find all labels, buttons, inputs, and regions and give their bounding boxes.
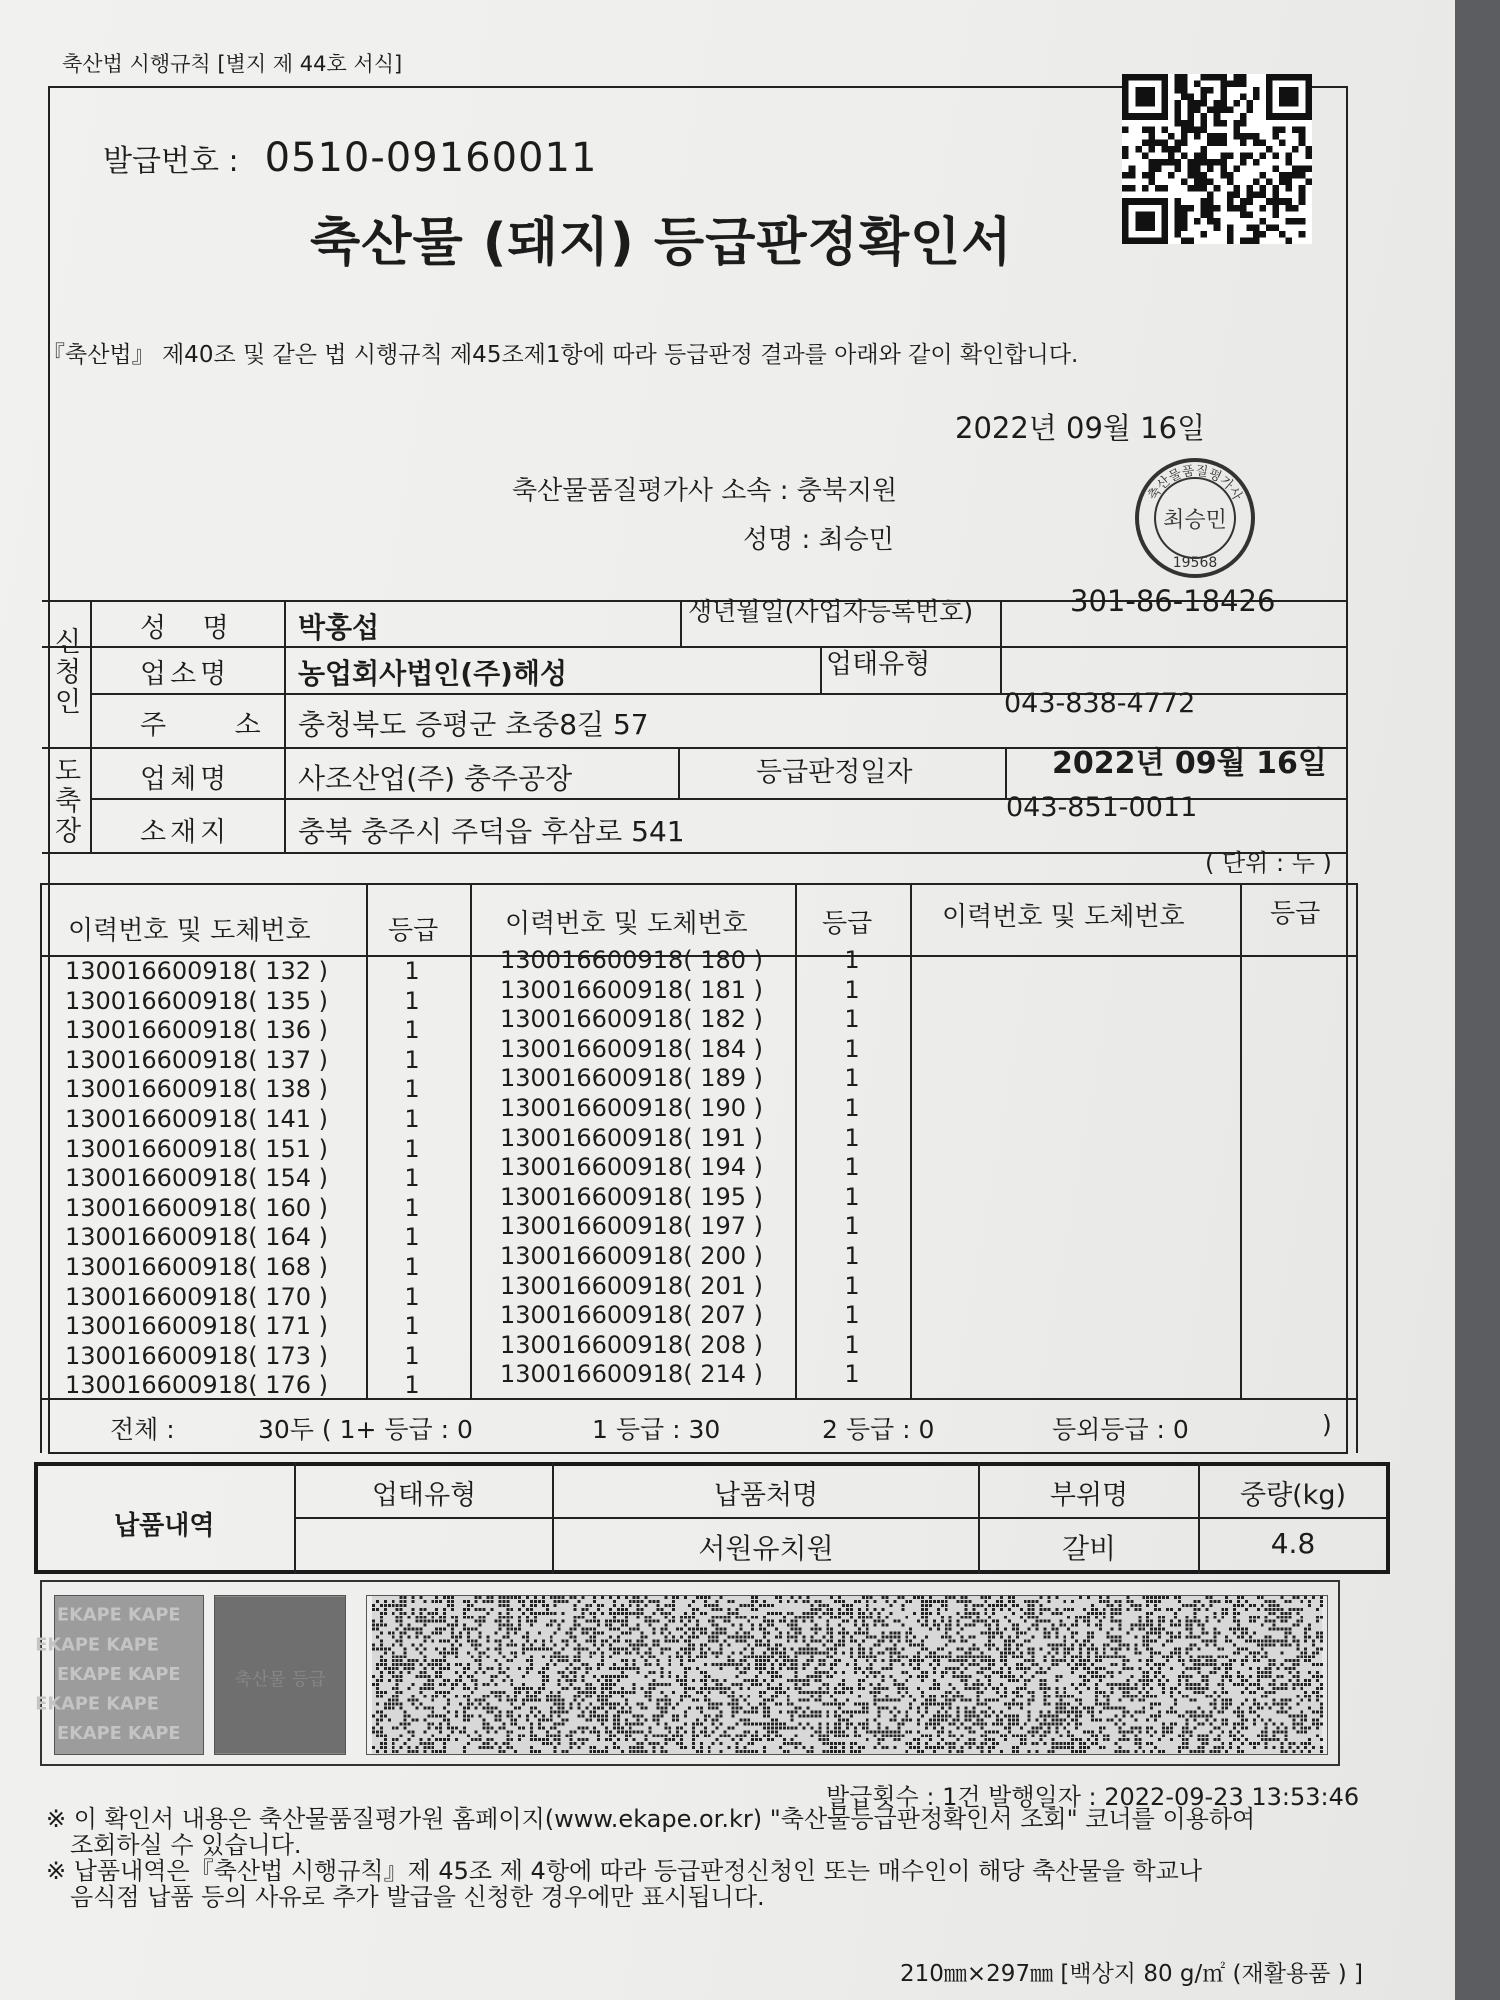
trace-id-cell: 130016600918( 182 ) — [500, 1005, 764, 1034]
trace-id-cell: 130016600918( 184 ) — [500, 1034, 764, 1063]
delivery-title: 납품내역 — [114, 1511, 215, 1541]
inspector-affiliation: 축산물품질평가사 소속 : 충북지원 — [512, 476, 898, 506]
grade-cell: 1 — [404, 986, 420, 1015]
svg-text:축산물품질평가사 — [1146, 463, 1246, 504]
business-registration-number: 301-86-18426 — [1070, 584, 1276, 618]
total-label: 전체 : — [110, 1415, 175, 1444]
grade-cell: 1 — [844, 1360, 860, 1389]
trace-id-cell: 130016600918( 160 ) — [65, 1193, 329, 1222]
applicant-phone: 043-838-4772 — [1004, 688, 1196, 719]
grade-cell: 1 — [404, 1016, 420, 1045]
table-rule — [910, 883, 912, 1398]
business-type-label: 업태유형 — [826, 649, 931, 680]
grade-cell: 1 — [844, 946, 860, 974]
trace-id-cell: 130016600918( 151 ) — [65, 1134, 329, 1163]
note-1-line-1: ※ 이 확인서 내용은 축산물품질평가원 홈페이지(www.ekape.or.kr) "축산물등급판정확인서 조회" 코너를 이용하여 — [46, 1805, 1256, 1833]
slaughterhouse-side-label: 도축장 — [54, 756, 82, 847]
name-label: 성 명 — [140, 613, 243, 644]
trace-id-cell: 130016600918( 194 ) — [500, 1153, 764, 1182]
form-reference: 축산법 시행규칙 [별지 제 44호 서식] — [62, 52, 403, 76]
grade-cell: 1 — [404, 1104, 420, 1133]
location-label: 소재지 — [140, 817, 231, 848]
grade-cell: 1 — [404, 1341, 420, 1370]
delivery-header-recipient: 납품처명 — [713, 1480, 819, 1511]
trace-id-cell: 130016600918( 191 ) — [500, 1123, 764, 1152]
grade-cell: 1 — [844, 975, 860, 1004]
trace-id-cell: 130016600918( 173 ) — [65, 1341, 329, 1370]
applicant-address: 충청북도 증평군 초중8길 57 — [298, 708, 649, 741]
grade-cell: 1 — [844, 1005, 860, 1034]
table-rule — [40, 883, 42, 1453]
grade-cell: 1 — [404, 1045, 420, 1074]
trace-id-cell: 130016600918( 132 ) — [65, 957, 329, 985]
company-name: 농업회사법인(주)해성 — [298, 657, 568, 690]
trace-id-cell: 130016600918( 141 ) — [65, 1104, 329, 1133]
trace-id-cell: 130016600918( 200 ) — [500, 1241, 764, 1270]
grade-cell: 1 — [404, 957, 420, 985]
grade-cell: 1 — [404, 1164, 420, 1193]
document-title: 축산물 (돼지) 등급판정확인서 — [310, 213, 1013, 273]
trace-id-cell: 130016600918( 137 ) — [65, 1045, 329, 1074]
trace-id-cell: 130016600918( 201 ) — [500, 1271, 764, 1300]
grade-cell: 1 — [844, 1241, 860, 1270]
trace-id-cell: 130016600918( 136 ) — [65, 1016, 329, 1045]
seal-name: 최승민 — [1163, 508, 1227, 533]
table-rule — [1000, 600, 1002, 693]
id-header-2: 이력번호 및 도체번호 — [505, 909, 748, 939]
id-header-3: 이력번호 및 도체번호 — [942, 902, 1185, 932]
trace-id-cell: 130016600918( 180 ) — [500, 946, 764, 974]
grade-cell: 1 — [404, 1252, 420, 1281]
table-rule — [42, 646, 1346, 648]
grade-cell: 1 — [844, 1182, 860, 1211]
trace-id-cell: 130016600918( 190 ) — [500, 1093, 764, 1122]
slaughterhouse-location: 충북 충주시 주덕읍 후삼로 541 — [298, 815, 685, 848]
id-column-1 — [65, 957, 328, 1401]
trace-id-cell: 130016600918( 170 ) — [65, 1282, 329, 1311]
grade-cell: 1 — [844, 1330, 860, 1359]
grade2-count: 2 등급 : 0 — [822, 1415, 935, 1444]
intro-text: 『축산법』 제40조 및 같은 법 시행규칙 제45조제1항에 따라 등급판정 결과를 아래와 같이 확인합니다. — [42, 342, 1079, 368]
delivery-header-weight: 중량(kg) — [1239, 1480, 1346, 1511]
slaughterhouse-name: 사조산업(주) 충주공장 — [298, 762, 573, 795]
trace-id-cell: 130016600918( 197 ) — [500, 1212, 764, 1241]
watermark-text: EKAPE KAPE — [56, 1605, 181, 1626]
grade-cell: 1 — [404, 1223, 420, 1252]
grade-header-1: 등급 — [388, 916, 439, 946]
note-1-line-2: 조회하실 수 있습니다. — [70, 1831, 302, 1859]
slaughterhouse-name-label: 업체명 — [140, 764, 231, 795]
grade-cell: 1 — [404, 1134, 420, 1163]
hologram-text: 축산물 등급 — [234, 1669, 326, 1690]
table-rule — [1005, 747, 1007, 798]
applicant-side-label: 신청인 — [54, 627, 82, 718]
table-rule — [40, 883, 1356, 885]
trace-id-cell: 130016600918( 207 ) — [500, 1301, 764, 1330]
paper-spec: 210㎜×297㎜ [백상지 80 g/㎡ (재활용품 ) ] — [900, 1961, 1363, 1987]
note-2-line-2: 음식점 납품 등의 사유로 추가 발급을 신청한 경우에만 표시됩니다. — [70, 1883, 765, 1911]
inspector-name: 성명 : 최승민 — [743, 525, 894, 555]
security-watermark-tile — [35, 1595, 204, 1755]
table-rule — [795, 883, 797, 1398]
trace-id-cell: 130016600918( 208 ) — [500, 1330, 764, 1359]
table-rule — [470, 883, 472, 1398]
table-rule — [1240, 883, 1242, 1398]
delivery-part: 갈비 — [1061, 1532, 1117, 1565]
id-column-2 — [500, 946, 763, 1390]
grade-cell: 1 — [404, 1282, 420, 1311]
grade-cell: 1 — [844, 1123, 860, 1152]
trace-id-cell: 130016600918( 138 ) — [65, 1075, 329, 1104]
delivery-weight: 4.8 — [1270, 1527, 1316, 1560]
grade-cell: 1 — [844, 1153, 860, 1182]
trace-id-cell: 130016600918( 154 ) — [65, 1164, 329, 1193]
table-rule — [90, 600, 92, 852]
table-rule — [680, 600, 682, 646]
grade-cell: 1 — [404, 1193, 420, 1222]
issue-info: 발급횟수 : 1건 발행일자 : 2022-09-23 13:53:46 — [826, 1783, 1360, 1811]
slaughterhouse-phone: 043-851-0011 — [1006, 792, 1198, 823]
grade-cell: 1 — [844, 1064, 860, 1093]
trace-id-cell: 130016600918( 168 ) — [65, 1252, 329, 1281]
delivery-header-part: 부위명 — [1049, 1480, 1129, 1511]
watermark-text: EKAPE KAPE — [35, 1635, 159, 1656]
issue-number: 0510-09160011 — [264, 135, 598, 181]
table-rule — [42, 852, 1346, 854]
grade-cell: 1 — [404, 1075, 420, 1104]
grade-date: 2022년 09월 16일 — [1052, 746, 1327, 781]
trace-id-cell: 130016600918( 176 ) — [65, 1371, 329, 1400]
grade-cell: 1 — [844, 1301, 860, 1330]
trace-id-cell: 130016600918( 135 ) — [65, 986, 329, 1015]
summary-close: ) — [1322, 1410, 1332, 1439]
grade-cell: 1 — [404, 1312, 420, 1341]
trace-id-cell: 130016600918( 189 ) — [500, 1064, 764, 1093]
watermark-text: EKAPE KAPE — [35, 1694, 159, 1715]
grade-cell: 1 — [844, 1271, 860, 1300]
table-rule — [366, 883, 368, 1398]
grade-cell: 1 — [844, 1034, 860, 1063]
table-rule — [1356, 883, 1358, 1453]
applicant-name: 박홍섭 — [298, 611, 380, 644]
grade-column-1 — [392, 957, 432, 1401]
watermark-text: EKAPE KAPE — [56, 1664, 181, 1685]
address-label: 주 소 — [140, 710, 291, 741]
company-label: 업소명 — [140, 659, 231, 690]
off-grade-count: 등외등급 : 0 — [1052, 1415, 1189, 1444]
table-rule — [820, 646, 822, 693]
security-hologram-tile — [214, 1595, 346, 1755]
qr-code — [1122, 74, 1312, 244]
delivery-header-biz-type: 업태유형 — [371, 1480, 477, 1511]
issue-number-label: 발급번호 : — [103, 144, 239, 179]
id-header-1: 이력번호 및 도체번호 — [68, 916, 311, 946]
grade-header-2: 등급 — [822, 909, 873, 939]
birth-label: 생년월일(사업자등록번호) — [688, 597, 974, 626]
grade-header-3: 등급 — [1270, 899, 1321, 929]
seal-number: 19568 — [1172, 555, 1218, 571]
trace-id-cell: 130016600918( 195 ) — [500, 1182, 764, 1211]
total-count: 30두 ( 1+ 등급 : 0 — [258, 1415, 473, 1444]
security-noise-pattern — [366, 1595, 1328, 1755]
grade-cell: 1 — [404, 1371, 420, 1400]
grade-date-label: 등급판정일자 — [756, 757, 913, 788]
table-rule — [294, 1517, 1386, 1519]
inspector-seal — [1132, 455, 1258, 581]
trace-id-cell: 130016600918( 164 ) — [65, 1223, 329, 1252]
watermark-text: EKAPE KAPE — [56, 1724, 181, 1745]
grade-cell: 1 — [844, 1212, 860, 1241]
issue-date: 2022년 09월 16일 — [955, 411, 1206, 445]
trace-id-cell: 130016600918( 181 ) — [500, 975, 764, 1004]
delivery-recipient: 서원유치원 — [698, 1532, 834, 1565]
seal-ring-text: 축산물품질평가사 — [1145, 463, 1245, 504]
issue-number-line — [103, 135, 597, 181]
note-2-line-1: ※ 납품내역은『축산법 시행규칙』제 45조 제 4항에 따라 등급판정신청인 또는 매수인이 해당 축산물을 학교나 — [46, 1857, 1203, 1885]
grade1-count: 1 등급 : 30 — [592, 1415, 721, 1444]
grade-column-2 — [832, 946, 872, 1390]
grade-cell: 1 — [844, 1093, 860, 1122]
table-rule — [678, 747, 680, 798]
trace-id-cell: 130016600918( 171 ) — [65, 1312, 329, 1341]
trace-id-cell: 130016600918( 214 ) — [500, 1360, 764, 1389]
unit-label: ( 단위 : 두 ) — [1205, 849, 1332, 877]
